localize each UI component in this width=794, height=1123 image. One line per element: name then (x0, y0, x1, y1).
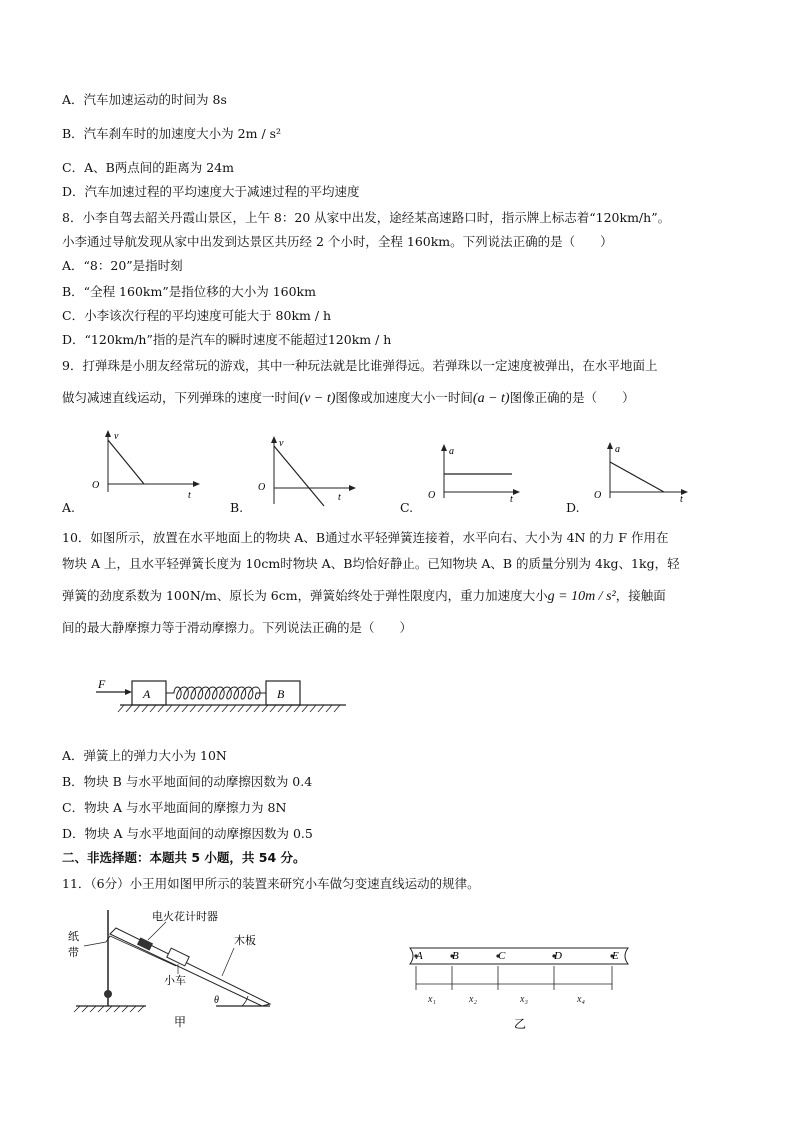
q10-option-c: C．物块 A 与水平地面间的摩擦力为 8N (62, 800, 287, 815)
q11-yi-segment-label-4: x₄ (577, 994, 585, 1005)
q11-jia-timer-label: 电火花计时器 (152, 911, 218, 923)
q10-hatch-stroke (318, 705, 324, 712)
q11-jia-cart-label: 小车 (164, 975, 186, 987)
q9-graph-d (590, 440, 700, 506)
q10-hatch-stroke (214, 705, 220, 712)
q10-figure (94, 672, 354, 718)
q11-yi-dimensions (416, 966, 612, 1005)
q10-hatch-stroke (166, 705, 172, 712)
q9-graph-b-yaxis: v (279, 438, 284, 449)
q9-stem-line2 (62, 390, 635, 407)
q10-block-b-label: B (277, 687, 285, 701)
q11-jia-pulley (104, 990, 112, 998)
q10-stem-text-a: 弹簧的劲度系数为 100N/m、原长为 6cm，弹簧始终处于弹性限度内，重力加速度大小 (62, 588, 548, 603)
q10-hatch-stroke (142, 705, 148, 712)
q10-hatch-stroke (238, 705, 244, 712)
q11-yi-segment-label-2: x₂ (469, 994, 477, 1005)
q10-gravity-formula: g = 10m / s² (547, 589, 616, 604)
q8-option-d: D．“120km/h”指的是汽车的瞬时速度不能超过120km / h (62, 332, 392, 347)
q11-jia-board-label: 木板 (234, 935, 256, 947)
q10-hatch-stroke (158, 705, 164, 712)
q9-graph-c-letter: C. (400, 500, 414, 515)
q10-option-d: D．物块 A 与水平地面间的动摩擦因数为 0.5 (62, 826, 313, 841)
q7-option-b: B．汽车刹车时的加速度大小为 2m / s² (62, 126, 282, 141)
q10-ground-hatching (118, 705, 340, 712)
q10-option-a: A．弹簧上的弹力大小为 10N (62, 748, 227, 763)
q10-hatch-stroke (310, 705, 316, 712)
q9-graph-a-letter: A. (62, 500, 76, 515)
q11-yi-point-label-c: C (498, 950, 506, 962)
q11-yi-segment-label-3: x₃ (520, 994, 528, 1005)
q9-graph-d-line (610, 462, 664, 492)
q9-graph-d-letter: D. (566, 500, 580, 515)
q9-graph-a (88, 426, 208, 506)
q9-stem-text-e: 图像正确的是（ ） (509, 390, 635, 405)
q10-hatch-stroke (254, 705, 260, 712)
q10-stem-line4: 间的最大静摩擦力等于滑动摩擦力。下列说法正确的是（ ） (62, 620, 413, 635)
q10-hatch-stroke (198, 705, 204, 712)
q10-hatch-stroke (326, 705, 332, 712)
q9-vt-notation: (v − t) (299, 391, 336, 406)
q9-graph-a-origin: O (92, 480, 100, 491)
q9-graph-b-origin: O (258, 482, 266, 493)
q10-hatch-stroke (222, 705, 228, 712)
q11-yi-tape (410, 948, 628, 964)
q11-figure-yi (404, 946, 634, 1032)
q11-stem: 11．（6分）小王用如图甲所示的装置来研究小车做匀变速直线运动的规律。 (62, 876, 480, 891)
section-2-heading: 二、非选择题：本题共 5 小题，共 54 分。 (62, 850, 306, 865)
q10-hatch-stroke (134, 705, 140, 712)
q10-stem-line2: 物块 A 上，且水平轻弹簧长度为 10cm时物块 A、B均恰好静止。已知物块 A、B 的质量分别为 4kg、1kg，轻 (62, 556, 680, 571)
q10-hatch-stroke (334, 705, 340, 712)
q8-stem-line1: 8．小李自驾去韶关丹霞山景区，上午 8：20 从家中出发，途经某高速路口时，指示牌上标志着“120km/h”。 (62, 210, 671, 225)
q10-hatch-stroke (126, 705, 132, 712)
q10-hatch-stroke (206, 705, 212, 712)
q9-graph-d-yaxis: a (615, 444, 620, 455)
q8-stem-line2: 小李通过导航发现从家中出发到达景区共历经 2 个小时，全程 160km。下列说法正确的是（ ） (62, 234, 613, 249)
q7-option-c: C．A、B两点间的距离为 24m (62, 160, 235, 175)
q10-hatch-stroke (294, 705, 300, 712)
q9-graph-a-line (108, 440, 144, 484)
q9-graph-b (254, 434, 364, 506)
q9-graph-d-origin: O (594, 490, 602, 501)
q10-spring (166, 687, 266, 699)
q10-hatch-stroke (278, 705, 284, 712)
q10-block-a-label: A (143, 687, 151, 701)
q9-graph-c-yaxis: a (449, 446, 454, 457)
q9-stem-line1: 9．打弹珠是小朋友经常玩的游戏，其中一种玩法就是比谁弹得远。若弹珠以一定速度被弹出，在水平地面上 (62, 358, 658, 373)
q9-graph-b-line (274, 446, 324, 506)
q11-yi-point-label-b: B (452, 950, 459, 962)
q10-hatch-stroke (174, 705, 180, 712)
q10-hatch-stroke (190, 705, 196, 712)
q11-jia-caption: 甲 (174, 1015, 187, 1029)
q9-graph-d-xaxis: t (680, 494, 683, 505)
q10-hatch-stroke (302, 705, 308, 712)
q7-option-d: D．汽车加速过程的平均速度大于减速过程的平均速度 (62, 184, 360, 199)
q11-jia-tape-label1: 纸 (68, 931, 79, 943)
q11-jia-table-hatching (74, 1006, 144, 1012)
q10-hatch-stroke (262, 705, 268, 712)
q8-option-a: A．“8：20”是指时刻 (62, 258, 183, 273)
q10-hatch-stroke (118, 705, 124, 712)
q10-stem-text-c: ，接触面 (615, 588, 666, 603)
q9-graph-c-origin: O (428, 490, 436, 501)
q10-force-label: F (98, 677, 106, 691)
q9-at-notation: (a − t) (472, 391, 510, 406)
q9-stem-text-a: 做匀减速直线运动，下列弹珠的速度一时间 (62, 390, 300, 405)
q11-figure-jia (66, 902, 286, 1032)
q8-option-b: B．“全程 160km”是指位移的大小为 160km (62, 284, 316, 299)
q10-hatch-stroke (246, 705, 252, 712)
q9-graph-a-yaxis: v (114, 431, 119, 442)
q11-jia-angle: θ (214, 995, 219, 1006)
q9-graph-c (424, 442, 534, 506)
q9-graph-a-xaxis: t (188, 490, 191, 501)
q10-stem-line1: 10．如图所示，放置在水平地面上的物块 A、B通过水平轻弹簧连接着，水平向右、大小为 4N 的力 F 作用在 (62, 530, 669, 545)
q10-hatch-stroke (150, 705, 156, 712)
q9-graph-b-letter: B. (230, 500, 244, 515)
q9-stem-text-c: 图像或加速度大小一时间 (335, 390, 473, 405)
q8-option-c: C．小李该次行程的平均速度可能大于 80km / h (62, 308, 332, 323)
q9-graph-c-xaxis: t (510, 494, 513, 505)
q10-hatch-stroke (182, 705, 188, 712)
q10-hatch-stroke (270, 705, 276, 712)
q10-hatch-stroke (230, 705, 236, 712)
q11-yi-caption: 乙 (514, 1017, 527, 1031)
q10-option-b: B．物块 B 与水平地面间的动摩擦因数为 0.4 (62, 774, 313, 789)
q11-jia-tape-label2: 带 (68, 947, 79, 959)
q9-graph-b-xaxis: t (338, 492, 341, 503)
q10-stem-line3 (62, 588, 666, 605)
q11-yi-segment-label-1: x₁ (428, 994, 436, 1005)
q10-hatch-stroke (286, 705, 292, 712)
q11-yi-point-label-d: D (554, 950, 562, 962)
q7-option-a: A．汽车加速运动的时间为 8s (62, 92, 227, 107)
q11-yi-point-label-e: E (612, 950, 619, 962)
q11-yi-point-label-a: A (416, 950, 423, 962)
